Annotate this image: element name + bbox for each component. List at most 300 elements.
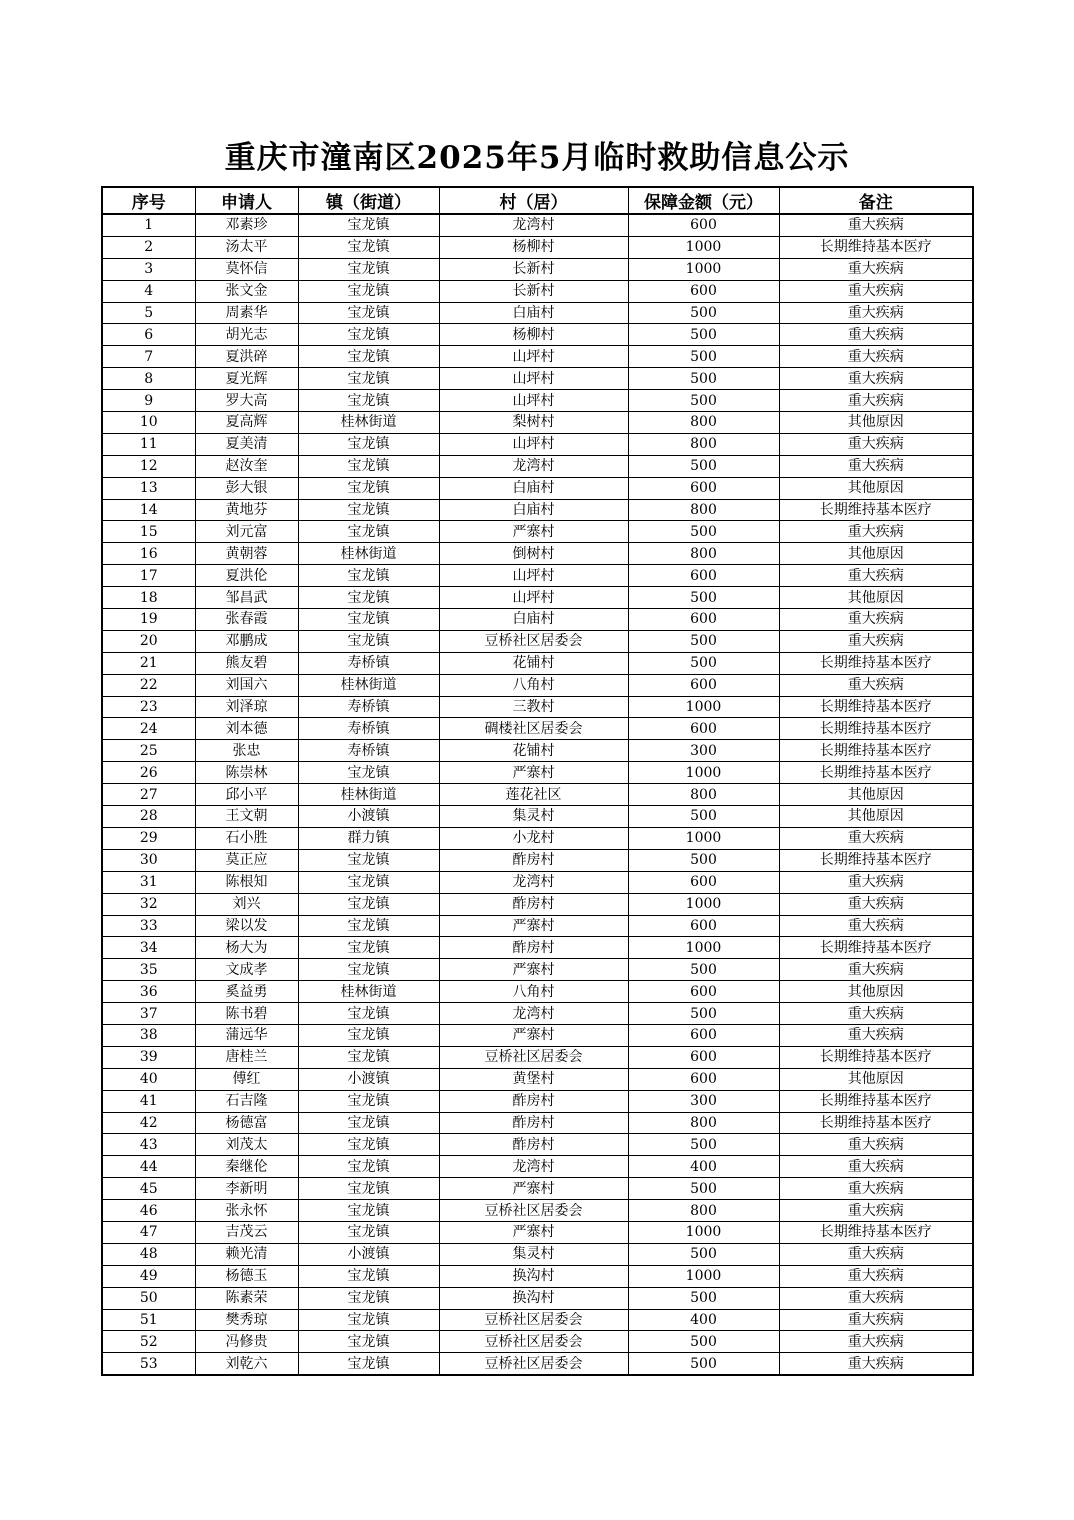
- cell-applicant: 唐桂兰: [195, 1046, 298, 1068]
- cell-index: 10: [102, 412, 195, 434]
- cell-index: 23: [102, 696, 195, 718]
- cell-amount: 500: [628, 1003, 779, 1025]
- cell-index: 21: [102, 652, 195, 674]
- cell-amount: 500: [628, 390, 779, 412]
- cell-applicant: 莫正应: [195, 849, 298, 871]
- cell-applicant: 罗大高: [195, 390, 298, 412]
- cell-applicant: 王文朝: [195, 806, 298, 828]
- cell-town: 宝龙镇: [298, 609, 439, 631]
- table-row: [102, 959, 973, 981]
- cell-town: 群力镇: [298, 827, 439, 849]
- cell-remark: 重大疾病: [779, 1178, 973, 1200]
- cell-amount: 1000: [628, 258, 779, 280]
- cell-town: 宝龙镇: [298, 1134, 439, 1156]
- cell-index: 7: [102, 346, 195, 368]
- cell-index: 19: [102, 609, 195, 631]
- cell-remark: 其他原因: [779, 543, 973, 565]
- cell-index: 42: [102, 1112, 195, 1134]
- cell-town: 桂林街道: [298, 981, 439, 1003]
- cell-amount: 600: [628, 1024, 779, 1046]
- cell-remark: 重大疾病: [779, 609, 973, 631]
- cell-village: 龙湾村: [439, 871, 628, 893]
- cell-village: 小龙村: [439, 827, 628, 849]
- cell-applicant: 樊秀琼: [195, 1309, 298, 1331]
- cell-applicant: 邓鹏成: [195, 630, 298, 652]
- cell-amount: 500: [628, 368, 779, 390]
- cell-index: 33: [102, 915, 195, 937]
- table-row: [102, 1046, 973, 1068]
- cell-town: 宝龙镇: [298, 1112, 439, 1134]
- cell-town: 宝龙镇: [298, 499, 439, 521]
- table-row: [102, 455, 973, 477]
- cell-town: 宝龙镇: [298, 587, 439, 609]
- cell-remark: 重大疾病: [779, 630, 973, 652]
- cell-town: 寿桥镇: [298, 740, 439, 762]
- cell-remark: 重大疾病: [779, 1156, 973, 1178]
- cell-town: 宝龙镇: [298, 1353, 439, 1375]
- cell-town: 宝龙镇: [298, 455, 439, 477]
- cell-applicant: 邹昌武: [195, 587, 298, 609]
- cell-town: 宝龙镇: [298, 1200, 439, 1222]
- table-row: [102, 827, 973, 849]
- cell-index: 53: [102, 1353, 195, 1375]
- cell-village: 长新村: [439, 258, 628, 280]
- cell-amount: 600: [628, 915, 779, 937]
- table-row: [102, 718, 973, 740]
- cell-town: 宝龙镇: [298, 1046, 439, 1068]
- cell-index: 22: [102, 674, 195, 696]
- relief-table: [101, 186, 974, 1376]
- table-row: [102, 696, 973, 718]
- cell-village: 山坪村: [439, 368, 628, 390]
- cell-index: 2: [102, 236, 195, 258]
- table-row: [102, 236, 973, 258]
- cell-applicant: 赖光清: [195, 1243, 298, 1265]
- cell-town: 宝龙镇: [298, 236, 439, 258]
- cell-village: 酢房村: [439, 849, 628, 871]
- cell-index: 5: [102, 302, 195, 324]
- cell-town: 桂林街道: [298, 674, 439, 696]
- cell-remark: 长期维持基本医疗: [779, 718, 973, 740]
- cell-remark: 其他原因: [779, 587, 973, 609]
- cell-town: 寿桥镇: [298, 696, 439, 718]
- cell-town: 宝龙镇: [298, 1090, 439, 1112]
- cell-village: 莲花社区: [439, 784, 628, 806]
- cell-village: 碉楼社区居委会: [439, 718, 628, 740]
- cell-village: 豆桥社区居委会: [439, 1309, 628, 1331]
- cell-remark: 其他原因: [779, 412, 973, 434]
- table-row: [102, 1134, 973, 1156]
- cell-amount: 500: [628, 1331, 779, 1353]
- table-row: [102, 1178, 973, 1200]
- table-row: [102, 937, 973, 959]
- cell-index: 49: [102, 1265, 195, 1287]
- cell-applicant: 胡光志: [195, 324, 298, 346]
- cell-town: 宝龙镇: [298, 214, 439, 236]
- table-row: [102, 543, 973, 565]
- table-row: [102, 587, 973, 609]
- cell-index: 17: [102, 565, 195, 587]
- cell-applicant: 刘元富: [195, 521, 298, 543]
- table-header-row: [102, 187, 973, 214]
- cell-applicant: 刘茂太: [195, 1134, 298, 1156]
- cell-village: 山坪村: [439, 390, 628, 412]
- cell-amount: 300: [628, 740, 779, 762]
- cell-village: 酢房村: [439, 1112, 628, 1134]
- cell-village: 严寨村: [439, 1024, 628, 1046]
- cell-index: 15: [102, 521, 195, 543]
- cell-remark: 长期维持基本医疗: [779, 236, 973, 258]
- cell-index: 35: [102, 959, 195, 981]
- cell-applicant: 赵汝奎: [195, 455, 298, 477]
- cell-village: 梨树村: [439, 412, 628, 434]
- cell-applicant: 张永怀: [195, 1200, 298, 1222]
- cell-amount: 600: [628, 718, 779, 740]
- cell-remark: 其他原因: [779, 981, 973, 1003]
- table-row: [102, 1003, 973, 1025]
- cell-remark: 长期维持基本医疗: [779, 849, 973, 871]
- cell-remark: 重大疾病: [779, 1287, 973, 1309]
- cell-applicant: 奚益勇: [195, 981, 298, 1003]
- cell-applicant: 李新明: [195, 1178, 298, 1200]
- cell-remark: 重大疾病: [779, 1309, 973, 1331]
- cell-amount: 800: [628, 499, 779, 521]
- cell-village: 龙湾村: [439, 1156, 628, 1178]
- cell-town: 宝龙镇: [298, 1221, 439, 1243]
- cell-amount: 500: [628, 959, 779, 981]
- cell-remark: 重大疾病: [779, 1265, 973, 1287]
- cell-town: 宝龙镇: [298, 346, 439, 368]
- cell-remark: 其他原因: [779, 1068, 973, 1090]
- cell-remark: 重大疾病: [779, 674, 973, 696]
- table-row: [102, 1309, 973, 1331]
- cell-amount: 500: [628, 806, 779, 828]
- cell-remark: 重大疾病: [779, 1024, 973, 1046]
- cell-amount: 500: [628, 587, 779, 609]
- cell-index: 51: [102, 1309, 195, 1331]
- cell-applicant: 夏美清: [195, 433, 298, 455]
- cell-applicant: 梁以发: [195, 915, 298, 937]
- table-row: [102, 1287, 973, 1309]
- cell-town: 桂林街道: [298, 412, 439, 434]
- table-row: [102, 1068, 973, 1090]
- cell-applicant: 邓素珍: [195, 214, 298, 236]
- cell-remark: 长期维持基本医疗: [779, 1046, 973, 1068]
- cell-remark: 重大疾病: [779, 368, 973, 390]
- cell-index: 26: [102, 762, 195, 784]
- cell-index: 9: [102, 390, 195, 412]
- table-row: [102, 1112, 973, 1134]
- cell-applicant: 张文金: [195, 280, 298, 302]
- cell-applicant: 刘泽琼: [195, 696, 298, 718]
- cell-index: 14: [102, 499, 195, 521]
- table-row: [102, 1353, 973, 1375]
- cell-index: 28: [102, 806, 195, 828]
- cell-amount: 1000: [628, 236, 779, 258]
- table-row: [102, 915, 973, 937]
- cell-town: 宝龙镇: [298, 1331, 439, 1353]
- cell-applicant: 黄地芬: [195, 499, 298, 521]
- cell-index: 40: [102, 1068, 195, 1090]
- cell-amount: 800: [628, 1112, 779, 1134]
- cell-amount: 800: [628, 784, 779, 806]
- table-row: [102, 214, 973, 236]
- cell-amount: 800: [628, 412, 779, 434]
- cell-index: 36: [102, 981, 195, 1003]
- cell-town: 小渡镇: [298, 806, 439, 828]
- cell-village: 酢房村: [439, 1134, 628, 1156]
- table-row: [102, 674, 973, 696]
- cell-index: 4: [102, 280, 195, 302]
- cell-remark: 重大疾病: [779, 214, 973, 236]
- table-row: [102, 499, 973, 521]
- cell-town: 宝龙镇: [298, 849, 439, 871]
- cell-remark: 长期维持基本医疗: [779, 652, 973, 674]
- cell-town: 宝龙镇: [298, 368, 439, 390]
- cell-village: 换沟村: [439, 1287, 628, 1309]
- table-row: [102, 1221, 973, 1243]
- cell-applicant: 秦继伦: [195, 1156, 298, 1178]
- cell-town: 宝龙镇: [298, 521, 439, 543]
- cell-applicant: 刘本德: [195, 718, 298, 740]
- cell-town: 宝龙镇: [298, 1024, 439, 1046]
- cell-town: 宝龙镇: [298, 1287, 439, 1309]
- cell-index: 1: [102, 214, 195, 236]
- cell-applicant: 蒲远华: [195, 1024, 298, 1046]
- table-row: [102, 981, 973, 1003]
- cell-remark: 重大疾病: [779, 1353, 973, 1375]
- cell-amount: 500: [628, 1287, 779, 1309]
- cell-remark: 重大疾病: [779, 1243, 973, 1265]
- cell-applicant: 傅红: [195, 1068, 298, 1090]
- cell-applicant: 吉茂云: [195, 1221, 298, 1243]
- cell-remark: 重大疾病: [779, 455, 973, 477]
- cell-index: 31: [102, 871, 195, 893]
- cell-amount: 500: [628, 455, 779, 477]
- table-row: [102, 1156, 973, 1178]
- cell-village: 山坪村: [439, 587, 628, 609]
- table-row: [102, 346, 973, 368]
- cell-village: 八角村: [439, 981, 628, 1003]
- cell-index: 46: [102, 1200, 195, 1222]
- cell-remark: 长期维持基本医疗: [779, 1090, 973, 1112]
- table-row: [102, 609, 973, 631]
- table-row: [102, 390, 973, 412]
- cell-applicant: 刘兴: [195, 893, 298, 915]
- cell-town: 宝龙镇: [298, 324, 439, 346]
- cell-amount: 500: [628, 630, 779, 652]
- cell-index: 43: [102, 1134, 195, 1156]
- cell-village: 严寨村: [439, 1178, 628, 1200]
- cell-applicant: 杨德玉: [195, 1265, 298, 1287]
- cell-remark: 长期维持基本医疗: [779, 696, 973, 718]
- cell-town: 宝龙镇: [298, 1003, 439, 1025]
- cell-remark: 长期维持基本医疗: [779, 1221, 973, 1243]
- cell-applicant: 张忠: [195, 740, 298, 762]
- cell-remark: 长期维持基本医疗: [779, 762, 973, 784]
- cell-town: 宝龙镇: [298, 302, 439, 324]
- cell-amount: 600: [628, 477, 779, 499]
- cell-town: 宝龙镇: [298, 915, 439, 937]
- cell-applicant: 陈根知: [195, 871, 298, 893]
- cell-village: 酢房村: [439, 937, 628, 959]
- cell-village: 集灵村: [439, 1243, 628, 1265]
- cell-applicant: 莫怀信: [195, 258, 298, 280]
- cell-town: 宝龙镇: [298, 1156, 439, 1178]
- cell-village: 白庙村: [439, 302, 628, 324]
- cell-remark: 长期维持基本医疗: [779, 937, 973, 959]
- cell-amount: 600: [628, 565, 779, 587]
- cell-village: 换沟村: [439, 1265, 628, 1287]
- column-header-index: 序号: [102, 187, 195, 214]
- cell-applicant: 刘国六: [195, 674, 298, 696]
- cell-amount: 600: [628, 609, 779, 631]
- table-row: [102, 1024, 973, 1046]
- cell-town: 宝龙镇: [298, 937, 439, 959]
- cell-village: 严寨村: [439, 521, 628, 543]
- cell-remark: 重大疾病: [779, 915, 973, 937]
- cell-remark: 重大疾病: [779, 959, 973, 981]
- cell-town: 寿桥镇: [298, 718, 439, 740]
- cell-town: 桂林街道: [298, 543, 439, 565]
- cell-village: 严寨村: [439, 762, 628, 784]
- cell-remark: 重大疾病: [779, 827, 973, 849]
- cell-applicant: 熊友碧: [195, 652, 298, 674]
- cell-remark: 重大疾病: [779, 1003, 973, 1025]
- cell-remark: 重大疾病: [779, 390, 973, 412]
- cell-amount: 1000: [628, 893, 779, 915]
- column-header-village: 村（居）: [439, 187, 628, 214]
- cell-remark: 重大疾病: [779, 871, 973, 893]
- cell-amount: 500: [628, 521, 779, 543]
- cell-index: 24: [102, 718, 195, 740]
- table-row: [102, 280, 973, 302]
- cell-village: 豆桥社区居委会: [439, 1046, 628, 1068]
- cell-applicant: 石小胜: [195, 827, 298, 849]
- table-row: [102, 630, 973, 652]
- cell-village: 倒树村: [439, 543, 628, 565]
- cell-index: 27: [102, 784, 195, 806]
- cell-amount: 800: [628, 1200, 779, 1222]
- cell-amount: 1000: [628, 762, 779, 784]
- cell-amount: 500: [628, 346, 779, 368]
- cell-amount: 1000: [628, 696, 779, 718]
- table-row: [102, 433, 973, 455]
- cell-town: 宝龙镇: [298, 258, 439, 280]
- cell-town: 宝龙镇: [298, 762, 439, 784]
- cell-index: 34: [102, 937, 195, 959]
- cell-amount: 800: [628, 433, 779, 455]
- cell-remark: 重大疾病: [779, 521, 973, 543]
- cell-amount: 600: [628, 1046, 779, 1068]
- cell-amount: 600: [628, 280, 779, 302]
- page-title: 重庆市潼南区2025年5月临时救助信息公示: [224, 140, 850, 176]
- cell-amount: 1000: [628, 937, 779, 959]
- cell-village: 杨柳村: [439, 324, 628, 346]
- cell-town: 寿桥镇: [298, 652, 439, 674]
- cell-town: 小渡镇: [298, 1243, 439, 1265]
- cell-index: 41: [102, 1090, 195, 1112]
- cell-remark: 长期维持基本医疗: [779, 740, 973, 762]
- cell-applicant: 彭大银: [195, 477, 298, 499]
- cell-village: 白庙村: [439, 499, 628, 521]
- table-row: [102, 784, 973, 806]
- cell-amount: 500: [628, 324, 779, 346]
- cell-applicant: 夏光辉: [195, 368, 298, 390]
- table-row: [102, 368, 973, 390]
- table-row: [102, 1200, 973, 1222]
- cell-index: 3: [102, 258, 195, 280]
- cell-applicant: 刘乾六: [195, 1353, 298, 1375]
- cell-index: 47: [102, 1221, 195, 1243]
- table-row: [102, 740, 973, 762]
- cell-amount: 300: [628, 1090, 779, 1112]
- cell-town: 宝龙镇: [298, 280, 439, 302]
- cell-town: 小渡镇: [298, 1068, 439, 1090]
- cell-index: 11: [102, 433, 195, 455]
- table-row: [102, 806, 973, 828]
- cell-amount: 400: [628, 1156, 779, 1178]
- cell-applicant: 文成孝: [195, 959, 298, 981]
- cell-village: 黄堡村: [439, 1068, 628, 1090]
- cell-remark: 重大疾病: [779, 1134, 973, 1156]
- cell-remark: 重大疾病: [779, 433, 973, 455]
- cell-town: 宝龙镇: [298, 565, 439, 587]
- cell-town: 宝龙镇: [298, 630, 439, 652]
- cell-applicant: 夏洪伦: [195, 565, 298, 587]
- cell-village: 严寨村: [439, 959, 628, 981]
- cell-village: 豆桥社区居委会: [439, 1200, 628, 1222]
- table-body: [102, 214, 973, 1375]
- column-header-applicant: 申请人: [195, 187, 298, 214]
- cell-village: 豆桥社区居委会: [439, 1353, 628, 1375]
- cell-village: 龙湾村: [439, 455, 628, 477]
- cell-town: 桂林街道: [298, 784, 439, 806]
- cell-applicant: 夏高辉: [195, 412, 298, 434]
- cell-remark: 重大疾病: [779, 1331, 973, 1353]
- cell-village: 豆桥社区居委会: [439, 630, 628, 652]
- column-header-town: 镇（街道）: [298, 187, 439, 214]
- cell-applicant: 汤太平: [195, 236, 298, 258]
- cell-town: 宝龙镇: [298, 893, 439, 915]
- cell-village: 严寨村: [439, 1221, 628, 1243]
- cell-village: 山坪村: [439, 433, 628, 455]
- table-row: [102, 565, 973, 587]
- cell-index: 37: [102, 1003, 195, 1025]
- cell-index: 29: [102, 827, 195, 849]
- cell-index: 8: [102, 368, 195, 390]
- cell-index: 50: [102, 1287, 195, 1309]
- cell-remark: 其他原因: [779, 806, 973, 828]
- cell-amount: 500: [628, 302, 779, 324]
- cell-remark: 重大疾病: [779, 346, 973, 368]
- column-header-remark: 备注: [779, 187, 973, 214]
- table-row: [102, 1090, 973, 1112]
- cell-amount: 1000: [628, 1221, 779, 1243]
- cell-village: 杨柳村: [439, 236, 628, 258]
- cell-village: 白庙村: [439, 477, 628, 499]
- table-row: [102, 652, 973, 674]
- cell-town: 宝龙镇: [298, 1265, 439, 1287]
- cell-index: 48: [102, 1243, 195, 1265]
- cell-village: 酢房村: [439, 1090, 628, 1112]
- cell-amount: 500: [628, 652, 779, 674]
- table-row: [102, 324, 973, 346]
- cell-amount: 800: [628, 543, 779, 565]
- cell-amount: 600: [628, 871, 779, 893]
- cell-village: 龙湾村: [439, 214, 628, 236]
- cell-town: 宝龙镇: [298, 871, 439, 893]
